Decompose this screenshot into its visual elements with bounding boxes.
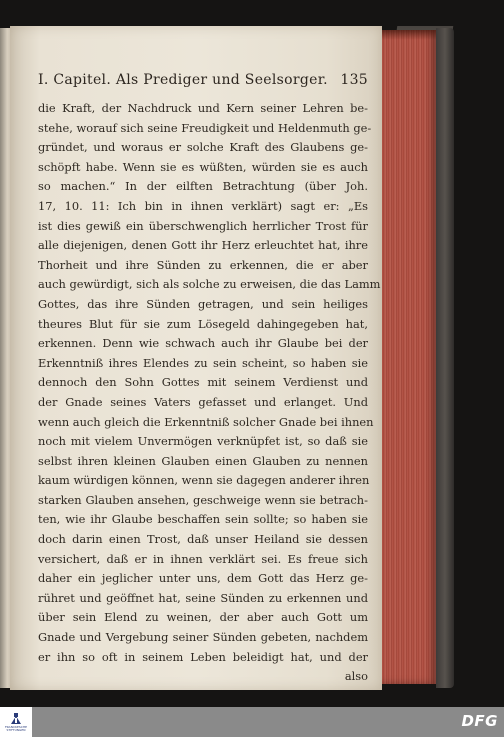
text-line: also bbox=[344, 669, 368, 684]
text-line: Thorheit und ihre Sünden zu erkennen, die er aber bbox=[38, 257, 368, 272]
text-line: 17, 10. 11: Ich bin in ihnen verklärt) sagt er: „Es bbox=[38, 198, 368, 213]
dfg-logo[interactable]: DFG bbox=[461, 712, 498, 730]
text-line: Gottes, das ihre Sünden getragen, und sein heiliges bbox=[38, 296, 368, 311]
franckesche-stiftungen-logo[interactable] bbox=[0, 707, 32, 737]
text-line: ist dies gewiß ein überschwenglich herrlicher Trost für bbox=[38, 218, 368, 233]
text-line: starken Glauben ansehen, geschweige wenn sie betrach- bbox=[38, 492, 368, 507]
text-line: über sein Elend zu weinen, der aber auch Gott um bbox=[38, 610, 368, 625]
text-line: versichert, daß er in ihnen verklärt sei. Es freue sich bbox=[38, 551, 368, 566]
text-line: daher ein jeglicher unter uns, dem Gott das Herz ge- bbox=[38, 571, 368, 586]
page-body-text bbox=[38, 99, 381, 687]
text-line: gründet, und woraus er solche Kraft des Glaubens ge- bbox=[38, 140, 368, 155]
red-fore-edge bbox=[382, 30, 438, 684]
logo-caption-1: FRANCKESCHE bbox=[4, 724, 28, 729]
page-number: 135 bbox=[340, 72, 368, 88]
text-line: selbst ihren kleinen Glauben einen Glauben zu nennen bbox=[38, 453, 368, 468]
text-line: ten, wie ihr Glaube beschaffen sein sollte; so haben sie bbox=[38, 512, 368, 527]
text-line: wenn auch gleich die Erkenntniß solcher Gnade bei ihnen bbox=[38, 414, 374, 429]
text-line: der Gnade seines Vaters gefasset und erlanget. Und bbox=[38, 394, 368, 409]
text-line: auch gewürdigt, sich als solche zu erweisen, die das Lamm bbox=[38, 277, 381, 292]
text-line: schöpft habe. Wenn sie es wüßten, würden sie es auch bbox=[38, 159, 368, 174]
institution-emblem-icon bbox=[9, 712, 23, 726]
book-cover-spine bbox=[436, 28, 454, 688]
fore-edge-shadow bbox=[382, 30, 438, 40]
text-line: Erkenntniß ihres Elendes zu sein scheint, so haben sie bbox=[38, 355, 368, 370]
text-line: doch darin einen Trost, daß unser Heiland sie dessen bbox=[38, 532, 368, 547]
logo-caption-2: STIFTUNGEN bbox=[6, 728, 26, 732]
text-line: erkennen. Denn wie schwach auch ihr Glaube bei der bbox=[38, 336, 368, 351]
text-line: stehe, worauf sich seine Freudigkeit und Heldenmuth ge- bbox=[38, 120, 372, 135]
text-line: theures Blut für sie zum Lösegeld dahingegeben hat, bbox=[38, 316, 368, 331]
text-line: er ihn so oft in seinem Leben beleidigt hat, und der bbox=[38, 649, 368, 664]
text-line: noch mit vielem Unvermögen verknüpfet ist, so daß sie bbox=[38, 434, 368, 449]
text-line: die Kraft, der Nachdruck und Kern seiner Lehren be- bbox=[38, 101, 368, 115]
viewer-footer-bar bbox=[0, 707, 504, 737]
chapter-title: I. Capitel. Als Prediger und Seelsorger. bbox=[38, 72, 328, 88]
text-line: alle diejenigen, denen Gott ihr Herz erleuchtet hat, ihre bbox=[38, 238, 368, 253]
text-line: dennoch den Sohn Gottes mit seinem Verdienst und bbox=[38, 375, 368, 390]
text-line: rühret und geöffnet hat, seine Sünden zu erkennen und bbox=[38, 590, 368, 605]
running-header bbox=[38, 72, 368, 90]
text-line: so machen.“ In der eilften Betrachtung (über Joh. bbox=[38, 179, 368, 194]
text-line: Gnade und Vergebung seiner Sünden gebeten, nachdem bbox=[38, 630, 368, 645]
text-line: kaum würdigen können, wenn sie dagegen anderer ihren bbox=[38, 473, 370, 488]
